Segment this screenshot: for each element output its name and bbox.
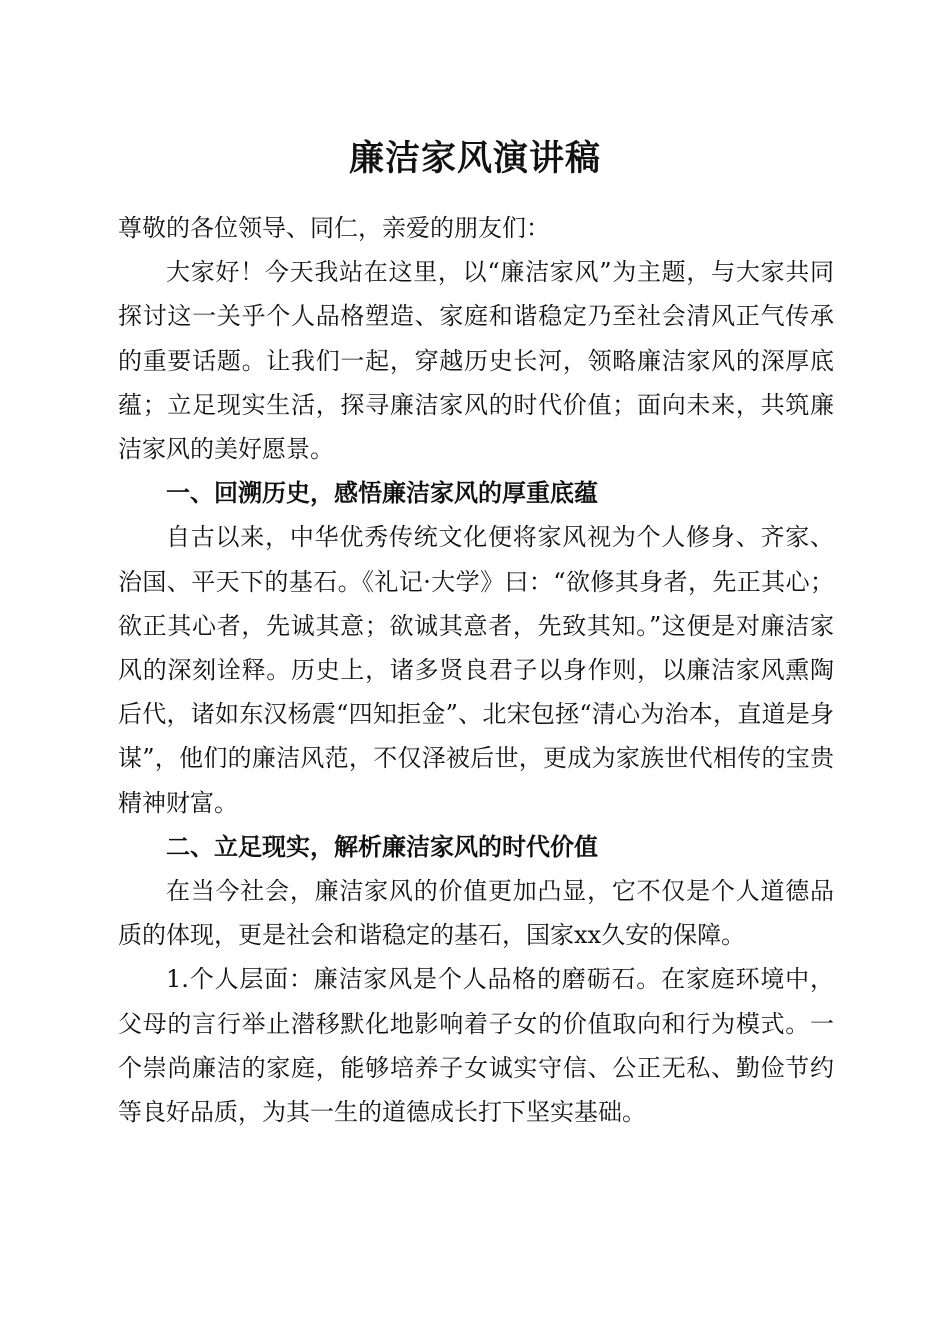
intro-paragraph: 大家好！今天我站在这里，以“廉洁家风”为主题，与大家共同探讨这一关乎个人品格塑造、家庭和谐稳定乃至社会清风正气传承的重要话题。让我们一起，穿越历史长河，领略廉洁家风的深厚底蕴；立足现实生活，探寻廉洁家风的时代价值；面向未来，共筑廉洁家风的美好愿景。 <box>118 258 834 464</box>
document-body <box>118 206 834 1134</box>
section-2-paragraph: 在当今社会，廉洁家风的价值更加凸显，它不仅是个人道德品质的体现，更是社会和谐稳定的基石，国家xx久安的保障。 <box>118 877 834 950</box>
point-1-paragraph: 1.个人层面：廉洁家风是个人品格的磨砺石。在家庭环境中，父母的言行举止潜移默化地影响着子女的价值取向和行为模式。一个崇尚廉洁的家庭，能够培养子女诚实守信、公正无私、勤俭节约等良好品质，为其一生的道德成长打下坚实基础。 <box>118 965 834 1127</box>
section-2-heading: 二、立足现实，解析廉洁家风的时代价值 <box>166 832 598 861</box>
section-1-heading: 一、回溯历史，感悟廉洁家风的厚重底蕴 <box>166 479 598 508</box>
document-title: 廉洁家风演讲稿 <box>348 138 601 179</box>
section-1-paragraph: 自古以来，中华优秀传统文化便将家风视为个人修身、齐家、治国、平天下的基石。《礼记·大学》曰：“欲修其身者，先正其心；欲正其心者，先诚其意；欲诚其意者，先致其知。”这便是对廉洁家风的深刻诠释。历史上，诸多贤良君子以身作则，以廉洁家风熏陶后代，诸如东汉杨震“四知拒金”、北宋包拯“清心为治本，直道是身谋”，他们的廉洁风范，不仅泽被后世，更成为家族世代相传的宝贵精神财富。 <box>118 523 834 817</box>
salutation: 尊敬的各位领导、同仁，亲爱的朋友们： <box>118 214 550 242</box>
